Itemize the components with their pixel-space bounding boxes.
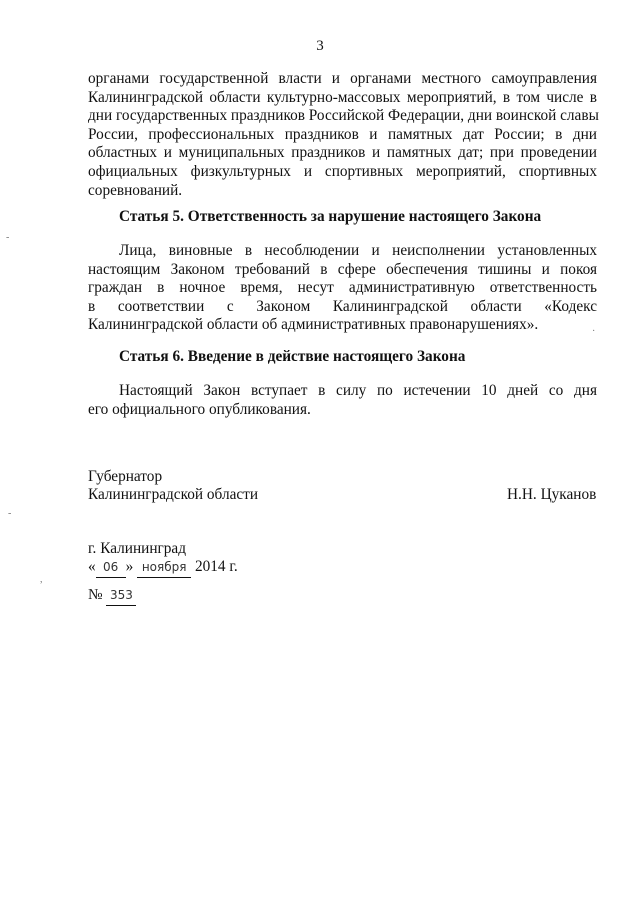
paragraph-line: соревнований. bbox=[88, 181, 183, 199]
scan-artifact-dot: · bbox=[592, 326, 596, 337]
signatory-name: Н.Н. Цуканов bbox=[507, 486, 597, 503]
page-number: 3 bbox=[316, 38, 324, 54]
paragraph-line: граждан в ночное время, несут административную ответственность bbox=[88, 279, 597, 297]
paragraph-line: настоящим Законом требований в сфере обеспечения тишины и покоя bbox=[88, 260, 597, 278]
city-label: г. Калининград bbox=[88, 540, 186, 557]
document-number: 353 bbox=[106, 586, 136, 606]
paragraph-line: Лица, виновные в несоблюдении и неисполнении установленных bbox=[119, 242, 597, 259]
scan-artifact-mark: - bbox=[8, 508, 12, 519]
number-label: № bbox=[88, 586, 103, 603]
article-6-heading: Статья 6. Введение в действие настоящего Закона bbox=[119, 348, 466, 365]
scan-artifact-mark: - bbox=[6, 232, 10, 243]
article-5-body bbox=[88, 242, 597, 335]
paragraph-line: Калининградской области культурно-массовых мероприятий, в том числе в bbox=[88, 88, 597, 106]
paragraph-line: его официального опубликования. bbox=[88, 400, 311, 418]
paragraph-continuation bbox=[88, 70, 597, 200]
paragraph-line: официальных физкультурных и спортивных мероприятий, спортивных bbox=[88, 162, 597, 180]
signatory-title: Губернатор bbox=[88, 468, 163, 485]
paragraph-line: областных и муниципальных праздников и памятных дат; при проведении bbox=[88, 144, 597, 162]
date-month: ноября bbox=[137, 558, 191, 578]
paragraph-line: органами государственной власти и органами местного самоуправления bbox=[88, 70, 597, 87]
paragraph-line: Калининградской области об административных правонарушениях». bbox=[88, 316, 539, 334]
date-open-quote: « bbox=[88, 558, 96, 575]
paragraph-line: Настоящий Закон вступает в силу по истечении 10 дней со дня bbox=[119, 382, 597, 399]
article-6-body bbox=[88, 382, 597, 419]
signatory-region: Калининградской области bbox=[88, 486, 259, 503]
scan-artifact-mark: , bbox=[40, 574, 43, 585]
paragraph-line: России, профессиональных праздников и памятных дат России; в дни bbox=[88, 125, 597, 143]
date-close-quote: » bbox=[125, 558, 134, 575]
paragraph-line: дни государственных праздников Российской Федерации, дни воинской славы bbox=[88, 107, 599, 125]
date-year: 2014 г. bbox=[194, 558, 238, 575]
article-5-heading: Статья 5. Ответственность за нарушение настоящего Закона bbox=[119, 208, 542, 225]
date-day: 06 bbox=[96, 558, 126, 578]
date-line bbox=[88, 558, 238, 578]
document-number-line bbox=[88, 586, 136, 606]
paragraph-line: в соответствии с Законом Калининградской области «Кодекс bbox=[88, 297, 597, 315]
